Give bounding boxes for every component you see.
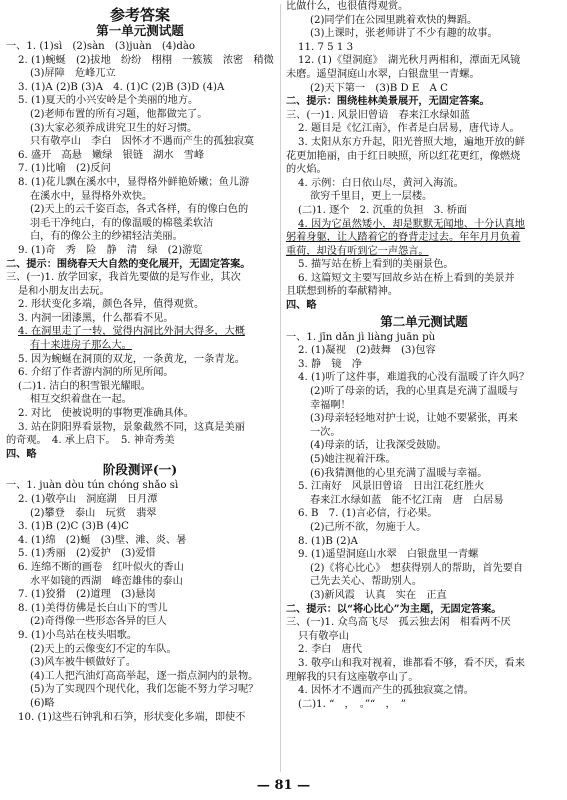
answer-line: 6. B 7. (1)言必信，行必果。: [298, 508, 438, 520]
answer-line: 二、提示：以“将心比心”为主题，无固定答案。: [286, 602, 502, 615]
answer-line: 5. (1)夏天的小兴安岭是个美丽的地方。: [18, 95, 199, 107]
answer-line: 4. 在洞里走了一转，觉得内洞比外洞大得多，大概: [18, 326, 245, 338]
answer-line: 一次。: [310, 426, 341, 438]
answer-line: 且联想到桥的奉献精神。: [286, 286, 399, 298]
answer-line: 花更加艳丽，由于红日映照，所以红花更红，像燃烧: [286, 150, 521, 162]
answer-line: 5. (1)秀丽 (2)爱护 (3)爱惜: [18, 548, 156, 560]
answer-line: 白，有的像公主的纱裙轻洁美丽。: [30, 231, 183, 243]
answer-line: 只有敬亭山 李白 因怀才不遇而产生的孤独寂寞: [30, 136, 255, 148]
answer-line: 二、提示：围绕春天大自然的变化展开，无固定答案。: [6, 257, 251, 270]
answer-line: 2. 形状变化多端，颜色各异，值得观赏。: [18, 299, 205, 311]
answer-line: 幸福啊！: [310, 399, 351, 411]
answer-line: 在溪水中，显得格外欢快。: [30, 190, 153, 202]
answer-line: 3. 敬亭山和我对视着，谁都看不够，看不厌，看来: [298, 657, 525, 669]
answer-line: (3)新风霞 认真 实在 正直: [310, 589, 447, 601]
answer-line: 一、1. jīn dǎn jì liàng juān pù: [286, 331, 436, 343]
column-divider: [280, 4, 281, 772]
answer-line: 4. 因为它虽然矮小，却是默默无闻地、十分认真地: [298, 218, 525, 230]
answer-line: 3. (1)B (2)C (3)B (4)C: [18, 521, 129, 533]
answer-line: 有十来进房子那么大。: [30, 340, 132, 352]
answer-line: 7. (1)比喻 (2)反问: [18, 163, 111, 175]
answer-line: 三、(一)1. 放学回家，我首先要做的是写作业，其次: [6, 272, 241, 284]
answer-line: 重荷，却没有听到它一声怨言。: [286, 245, 429, 257]
answer-line: 4. (1)听了这件事，难道我的心没有温暖了许久吗？: [298, 372, 530, 384]
answer-line: 是和小朋友出去玩。: [18, 285, 110, 297]
answer-line: 三、(一)1. 众鸟高飞尽 孤云独去闲 相看两不厌: [286, 617, 511, 629]
answer-line: (3)风车被牛顿做好了。: [30, 657, 137, 669]
answer-line: 己先去关心、帮助别人。: [310, 576, 423, 588]
answer-line: 11. 7 5 1 3: [298, 41, 354, 53]
section-title: 阶段测评(一): [102, 462, 178, 478]
answer-line: (6)略: [30, 697, 55, 709]
page-number: — 81 —: [256, 778, 311, 793]
answer-line: (5)她注视着汗珠。: [310, 454, 396, 465]
answer-line: 4. 因怀才不遇而产生的孤独寂寞之情。: [298, 685, 474, 697]
answer-line: 3. 内洞一团漆黑，什么都看不见。: [18, 312, 174, 324]
answer-line: (3)母亲轻轻地对护士说，让她不要紧张，再来: [310, 413, 518, 425]
answer-line: (2)天上的云千姿百态，各式各样，有的像白色的: [30, 204, 249, 216]
answer-line: 7. (1)狡猾 (2)道理 (3)悬岗: [18, 589, 156, 601]
answer-line: (2)《将心比心》 想获得别人的帮助，首先要自: [310, 562, 524, 574]
answer-line: 一、1. (1)sì (2)sàn (3)juàn (4)dào: [6, 41, 196, 52]
answer-line: 的奇观。 4. 承上启下。 5. 神奇秀美: [6, 435, 175, 447]
answer-line: 2. 对比 使被说明的事物更准确具体。: [18, 408, 194, 420]
answer-line: 二、提示：围绕桂林美景展开，无固定答案。: [286, 95, 490, 108]
answer-line: (4)工人把汽油灯高高举起，逐一指点洞内的景物。: [30, 670, 259, 682]
answer-line: 9. (1)小鸟站在枝头唱歌。: [18, 629, 138, 641]
answer-line: (3)屏障 危峰兀立: [30, 68, 116, 80]
answer-line: 4. 示例：白日依山尽，黄河入海流。: [298, 177, 464, 189]
answer-line: (二)1. “ ， 。”“ ， ”: [298, 698, 406, 710]
section-title: 第二单元测试题: [380, 313, 468, 329]
answer-line: 未磨。遥望洞庭山水翠，白银盘里一青螺。: [286, 68, 480, 80]
answer-line: 理解我的只有这座敬亭山了。: [286, 671, 419, 683]
answer-line: 3. 静 镜 净: [298, 358, 362, 370]
answer-line: (3)上课时，张老师讲了不少有趣的故事。: [310, 28, 498, 40]
answer-line: (2)天下第一 (3)B D E A C: [310, 82, 448, 94]
answer-line: (二)1. 逐个 2. 沉重的负担 3. 桥面: [298, 204, 468, 216]
answer-line: 欲穷千里目，更上一层楼。: [310, 191, 433, 203]
answer-line: 一、1. juàn dòu tún chóng shǎo sì: [6, 480, 179, 492]
answer-line: 水平如镜的西湖 峰峦雄伟的泰山: [30, 575, 183, 587]
answer-line: (2)己所不欲，勿施于人。: [310, 521, 427, 533]
answer-line: 四、略: [6, 447, 37, 460]
answer-line: (二)1. 洁白的积雪银光耀眼。: [18, 380, 151, 392]
answer-line: 5. 描写站在桥上看到的美丽景色。: [298, 259, 454, 271]
answer-line: (2)同学们在公园里跳着欢快的舞蹈。: [310, 14, 478, 26]
answer-line: (6)我猜测他的心里充满了温暖与幸福。: [310, 467, 488, 479]
answer-line: 6. 连绵不断的画卷 红叶似火的香山: [18, 561, 184, 573]
page-title: 参考答案: [109, 6, 170, 24]
answer-line: (3)大家必须养成讲究卫生的好习惯。: [30, 122, 198, 134]
answer-line: 12. (1)《望洞庭》 湖光秋月两相和，潭面无风镜: [298, 55, 521, 67]
answer-line: 2. 题目是《忆江南》，作者是白居易，唐代诗人。: [298, 123, 520, 135]
answer-line: 4. (1)绵 (2)蜒 (3)壁、滩、炎、暑: [18, 534, 187, 546]
answer-line: 3. 太阳从东方升起，阳光普照大地，遍地开放的鲜: [298, 136, 525, 148]
answer-line: 9. (1)奇 秀 险 静 清 绿 (2)游览: [18, 244, 203, 256]
right-column: [286, 0, 562, 711]
answer-line: (2)听了母亲的话，我的心里真是充满了温暖与: [310, 386, 518, 398]
answer-line: 3. (1)A (2)B (3)A 4. (1)C (2)B (3)D (4)A: [18, 81, 225, 93]
answer-line: 春来江水绿如蓝 能不忆江南 唐 白居易: [310, 494, 504, 506]
answer-line: 的火焰。: [286, 164, 327, 176]
answer-line: 2. (1)凝视 (2)鼓舞 (3)包容: [298, 345, 436, 357]
section-title: 第一单元测试题: [96, 23, 184, 38]
answer-line: 比做什么，也很值得观赏。: [286, 1, 409, 12]
answer-line: (2)攀登 泰山 玩赏 翡翠: [30, 507, 157, 519]
answer-line: 9. (1)遥望洞庭山水翠 白银盘里一青螺: [298, 549, 479, 561]
answer-line: 四、略: [286, 299, 317, 312]
answer-line: 6. 介绍了作者游内洞的所见所闻。: [18, 367, 174, 379]
answer-line: (2)天上的云像变幻不定的车队。: [30, 643, 177, 655]
answer-line: 5. 江南好 风景旧曾谙 日出江花红胜火: [298, 481, 485, 493]
answer-line: 8. (1)花儿飘在溪水中，显得格外鲜艳娇嫩；鱼儿游: [18, 176, 250, 188]
answer-line: 只有敬亭山: [298, 630, 349, 642]
answer-line: 10. (1)这些石钟乳和石笋，形状变化多端，即使不: [18, 711, 246, 723]
answer-line: 8. (1)美得仿佛是长白山下的雪儿: [18, 602, 168, 614]
answer-line: 6. 这篇短文主要写回故乡站在桥上看到的美景并: [298, 272, 515, 284]
answer-line: 2. (1)蜿蜒 (2)拔地 纷纷 栩栩 一簇簇 浓密 稍微: [18, 54, 274, 66]
answer-line: 相互交织着盘在一起。: [30, 394, 132, 406]
answer-line: 羽毛干净纯白，有的像温暖的棉毯柔软洁: [30, 217, 214, 229]
answer-line: 2. (1)敬亭山 洞庭湖 日月潭: [18, 494, 158, 505]
left-column: [6, 0, 274, 724]
answer-line: 2. 李白 唐代: [298, 644, 362, 656]
answer-line: 躬着身躯，让人踏着它的脊背走过去。年年月月负着: [286, 232, 521, 244]
answer-line: 8. (1)B (2)A: [298, 535, 358, 547]
answer-line: (5)为了实现四个现代化，我们怎能不努力学习呢？: [30, 684, 259, 696]
answer-line: 5. 因为蜿蜒在洞顶的双龙，一条黄龙，一条青龙。: [18, 353, 245, 365]
answer-line: (2)奇得像一些形态各异的巨人: [30, 616, 167, 628]
answer-line: (2)老师布置的所有习题，他都做完了。: [30, 108, 208, 120]
answer-line: 6. 盛开 高悬 嫩绿 银链 湖水 雪峰: [18, 149, 205, 161]
answer-line: 3. 站在阴阳界看景物，景象截然不同，这真是美丽: [18, 421, 245, 433]
answer-line: (4)母亲的话，让我深受鼓励。: [310, 440, 447, 452]
answer-line: 三、(一)1. 风景旧曾谙 春来江水绿如蓝: [286, 109, 470, 121]
